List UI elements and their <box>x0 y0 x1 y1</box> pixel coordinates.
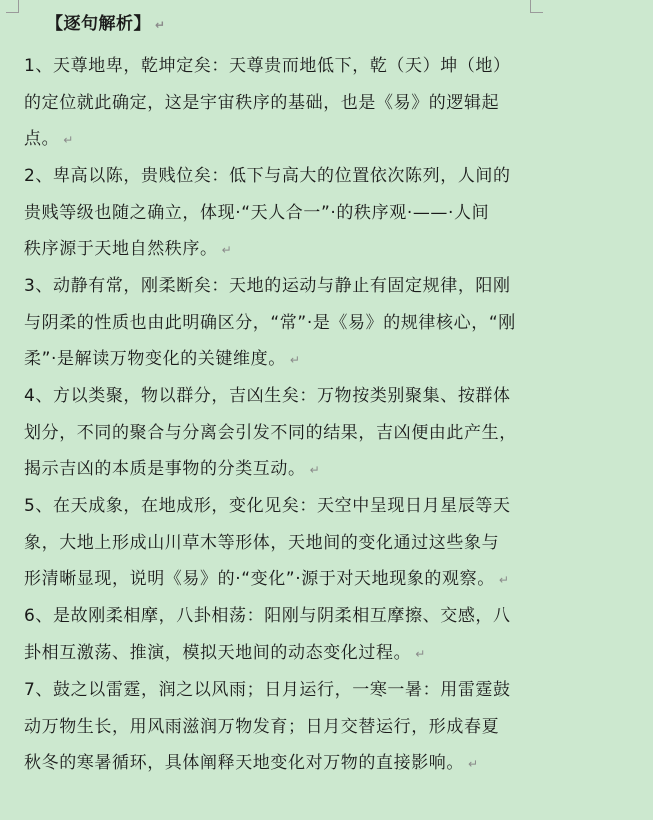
paragraph-5 <box>24 488 576 598</box>
paragraph-line: 秋冬的寒暑循环，具体阐释天地变化对万物的直接影响。 <box>24 753 464 773</box>
paragraph-line: 3、动静有常，刚柔断矣：天地的运动与静止有固定规律，阳刚 <box>24 276 511 296</box>
paragraph-mark-icon: ↵ <box>498 573 510 587</box>
paragraph-mark-icon: ↵ <box>415 646 426 661</box>
paragraph-line: 5、在天成象，在地成形，变化见矣：天空中呈现日月星辰等天 <box>24 496 511 516</box>
paragraph-1 <box>24 48 576 158</box>
paragraph-line: 划分，不同的聚合与分离会引发不同的结果，吉凶便由此产生， <box>24 422 517 443</box>
paragraph-line: 7、鼓之以雷霆，润之以风雨；日月运行，一寒一暑：用雷霆鼓 <box>24 680 511 700</box>
paragraph-mark-icon: ↵ <box>155 18 166 32</box>
paragraph-mark-icon: ↵ <box>63 133 74 147</box>
section-heading-text: 【逐句解析】 <box>46 14 151 34</box>
paragraph-line: 卦相互激荡、推演，模拟天地间的动态变化过程。 <box>24 642 412 663</box>
paragraph-line: 4、方以类聚，物以群分，吉凶生矣：万物按类别聚集、按群体 <box>24 386 511 406</box>
section-heading <box>46 10 166 39</box>
paragraph-line: 点。 <box>24 129 60 149</box>
paragraph-line: 贵贱等级也随之确立，体现·“天人合一”·的秩序观·——·人间 <box>24 202 490 223</box>
margin-corner-mark-right <box>530 0 543 13</box>
paragraph-line: 动万物生长，用风雨滋润万物发育；日月交替运行，形成春夏 <box>24 716 500 737</box>
paragraph-3 <box>24 268 576 378</box>
paragraph-mark-icon: ↵ <box>309 463 321 477</box>
paragraph-7 <box>24 672 576 782</box>
paragraph-line: 柔”·是解读万物变化的关键维度。 <box>24 349 286 369</box>
margin-corner-mark-left <box>6 0 19 13</box>
paragraph-line: 与阴柔的性质也由此明确区分，“常”·是《易》的规律核心，“刚 <box>24 312 516 333</box>
paragraph-line: 形清晰显现，说明《易》的·“变化”·源于对天地现象的观察。 <box>24 569 495 589</box>
paragraph-line: 揭示吉凶的本质是事物的分类互动。 <box>24 459 306 479</box>
paragraph-line: 6、是故刚柔相摩，八卦相荡：阳刚与阴柔相互摩擦、交感，八 <box>24 606 511 626</box>
paragraph-2 <box>24 158 576 268</box>
paragraph-line: 秩序源于天地自然秩序。 <box>24 239 218 259</box>
paragraph-line: 1、天尊地卑，乾坤定矣：天尊贵而地低下，乾（天）坤（地） <box>24 56 511 76</box>
paragraph-6 <box>24 598 576 671</box>
paragraph-line: 2、卑高以陈，贵贱位矣：低下与高大的位置依次陈列，人间的 <box>24 166 511 186</box>
paragraph-line: 的定位就此确定，这是宇宙秩序的基础，也是《易》的逻辑起 <box>24 92 500 113</box>
paragraph-line: 象，大地上形成山川草木等形体，天地间的变化通过这些象与 <box>24 532 500 553</box>
paragraph-mark-icon: ↵ <box>468 757 479 771</box>
paragraph-mark-icon: ↵ <box>221 243 233 257</box>
paragraph-4 <box>24 378 576 488</box>
paragraph-mark-icon: ↵ <box>289 353 301 367</box>
